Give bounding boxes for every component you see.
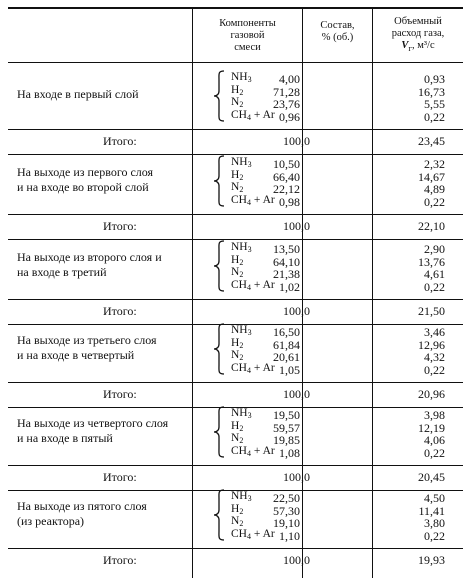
composition-value: 13,50 [273, 242, 300, 256]
flow-value: 13,76 [418, 254, 445, 269]
flow-value: 0,22 [424, 279, 445, 294]
component-symbol: H [231, 419, 240, 432]
flow-value: 4,32 [424, 350, 445, 365]
composition-value: 61,84 [273, 337, 300, 352]
component-symbol: H [231, 83, 240, 96]
component-subscript: 4 [246, 531, 251, 541]
stage-label-line: На входе в первый слой [17, 87, 139, 101]
composition-value: 71,28 [273, 84, 300, 99]
stage-label-line: На выходе из второго слоя и [17, 250, 162, 264]
flow-value: 14,67 [418, 169, 445, 184]
component-name [231, 72, 252, 84]
stage-label-line: На выходе из пятого слоя [17, 499, 147, 513]
component-symbol: H [231, 502, 240, 515]
component-suffix: + Ar [250, 444, 275, 457]
stage-label-line: На выходе из третьего слоя [17, 333, 157, 347]
component-subscript: 3 [247, 411, 252, 420]
total-label: Итого: [103, 553, 137, 567]
composition-value: 19,85 [273, 433, 300, 448]
rule-above-total [8, 214, 463, 215]
total-composition: 100,0 [283, 553, 310, 567]
left-brace-icon [213, 155, 225, 207]
stage-label [17, 333, 192, 363]
component-symbol: CH [231, 361, 247, 374]
component-name [231, 110, 275, 122]
header-composition-line-1: Состав, [320, 20, 355, 31]
component-name [231, 255, 243, 267]
component-subscript: 4 [246, 448, 251, 458]
stage-label [17, 416, 192, 446]
component-name [231, 433, 243, 445]
flow-value: 4,61 [424, 267, 445, 282]
component-subscript: 2 [239, 87, 244, 97]
component-name [231, 325, 252, 337]
component-symbol: H [231, 253, 240, 266]
component-suffix: + Ar [250, 361, 275, 374]
flow-value: 0,22 [424, 445, 445, 460]
component-subscript: 3 [247, 245, 252, 254]
composition-value: 20,61 [273, 350, 300, 365]
component-suffix: + Ar [250, 193, 275, 206]
component-subscript: 2 [239, 100, 244, 110]
component-name [231, 491, 252, 503]
component-symbol: N [231, 432, 240, 445]
component-name [231, 529, 275, 541]
component-symbol: N [231, 349, 240, 362]
stage-label [17, 87, 192, 102]
header-flow-line-2: расход газа, [391, 28, 445, 40]
component-symbol: NH [231, 407, 248, 419]
component-symbol: NH [231, 490, 248, 502]
rule-above-total [8, 548, 463, 549]
column-divider-components [192, 7, 193, 578]
component-subscript: 3 [247, 494, 252, 503]
component-symbol: H [231, 168, 240, 181]
total-label: Итого: [103, 470, 137, 484]
composition-value: 22,50 [273, 491, 300, 505]
stage-label [17, 165, 192, 195]
header-components-line-1: Компоненты [219, 18, 276, 29]
total-flow: 19,93 [418, 553, 445, 567]
header-components-line-3: смеси [234, 42, 261, 54]
left-brace-icon [213, 489, 225, 541]
flow-value: 12,96 [418, 337, 445, 352]
component-symbol: NH [231, 156, 248, 168]
composition-value: 16,50 [273, 325, 300, 339]
flow-value: 2,32 [424, 157, 445, 171]
component-symbol: N [231, 266, 240, 279]
component-symbol: NH [231, 241, 248, 253]
flow-value: 0,93 [424, 72, 445, 86]
component-name [231, 242, 252, 254]
stage-label [17, 250, 192, 280]
flow-value: 4,50 [424, 491, 445, 505]
stage-label-line: На выходе из первого слоя [17, 165, 154, 179]
composition-value: 10,50 [273, 157, 300, 171]
composition-value: 19,50 [273, 408, 300, 422]
component-subscript: 2 [239, 519, 244, 529]
flow-value: 3,46 [424, 325, 445, 339]
component-symbol: CH [231, 193, 247, 206]
flow-value: 0,22 [424, 528, 445, 543]
stage-label-line: На выходе из четвертого слоя [17, 416, 169, 430]
composition-value: 0,96 [279, 109, 300, 124]
flow-value: 4,89 [424, 182, 445, 197]
composition-value: 4,00 [279, 72, 300, 86]
component-subscript: 4 [246, 282, 251, 292]
component-symbol: NH [231, 324, 248, 336]
component-name [231, 170, 243, 182]
total-label: Итого: [103, 219, 137, 233]
component-subscript: 2 [239, 172, 244, 182]
header-components-line-2: газовой [230, 30, 265, 42]
left-brace-icon [213, 70, 225, 122]
component-subscript: 4 [246, 365, 251, 375]
total-composition: 100,0 [283, 470, 310, 484]
rule-above-total [8, 382, 463, 383]
flow-value: 3,80 [424, 516, 445, 531]
component-name [231, 516, 243, 528]
component-name [231, 363, 275, 375]
total-flow: 21,50 [418, 304, 445, 318]
component-name [231, 195, 275, 207]
rule-below-total [8, 239, 463, 240]
composition-value: 64,10 [273, 254, 300, 269]
component-name [231, 97, 243, 109]
component-name [231, 350, 243, 362]
stage-label-line: и на входе в четвертый [17, 348, 135, 362]
flow-value: 3,98 [424, 408, 445, 422]
component-subscript: 2 [239, 423, 244, 433]
column-divider-composition [302, 7, 303, 578]
composition-value: 59,57 [273, 420, 300, 435]
composition-value: 1,05 [279, 362, 300, 377]
component-subscript: 2 [239, 270, 244, 280]
total-flow: 20,45 [418, 470, 445, 484]
component-suffix: + Ar [250, 278, 275, 291]
component-symbol: CH [231, 108, 247, 121]
component-suffix: + Ar [250, 527, 275, 540]
component-name [231, 267, 243, 279]
flow-symbol: V [401, 40, 409, 52]
header-components [193, 18, 302, 54]
component-name [231, 338, 243, 350]
component-symbol: H [231, 336, 240, 349]
flow-unit: , м³/с [411, 40, 435, 52]
composition-value: 1,08 [279, 445, 300, 460]
total-composition: 100,0 [283, 304, 310, 318]
flow-value: 2,90 [424, 242, 445, 256]
component-suffix: + Ar [250, 108, 275, 121]
component-symbol: CH [231, 444, 247, 457]
component-symbol: NH [231, 71, 248, 83]
rule-below-total [8, 154, 463, 155]
stage-label [17, 499, 192, 529]
component-symbol: CH [231, 527, 247, 540]
component-subscript: 2 [239, 436, 244, 446]
stage-label-line: (из реактора) [17, 514, 85, 528]
component-name [231, 421, 243, 433]
table-top-rule [8, 7, 463, 9]
component-symbol: N [231, 515, 240, 528]
component-symbol: CH [231, 278, 247, 291]
component-name [231, 408, 252, 420]
header-composition [303, 20, 372, 44]
header-flow [373, 16, 463, 53]
total-flow: 20,96 [418, 387, 445, 401]
total-composition: 100,0 [283, 219, 310, 233]
column-divider-flow [372, 7, 373, 578]
component-name [231, 280, 275, 292]
component-subscript: 2 [239, 185, 244, 195]
component-subscript: 4 [246, 197, 251, 207]
component-name [231, 157, 252, 169]
flow-value: 16,73 [418, 84, 445, 99]
flow-value: 0,22 [424, 194, 445, 209]
composition-value: 66,40 [273, 169, 300, 184]
flow-value: 4,06 [424, 433, 445, 448]
total-composition: 100,0 [283, 134, 310, 148]
component-symbol: N [231, 96, 240, 109]
total-label: Итого: [103, 304, 137, 318]
composition-value: 21,38 [273, 267, 300, 282]
component-subscript: 3 [247, 328, 252, 337]
flow-value: 12,19 [418, 420, 445, 435]
header-flow-line-1: Объемный [394, 16, 442, 27]
header-composition-line-2: % (об.) [321, 32, 354, 44]
rule-above-total [8, 299, 463, 300]
left-brace-icon [213, 406, 225, 458]
rule-above-total [8, 129, 463, 130]
stage-label-line: и на входе во второй слой [17, 180, 149, 194]
component-subscript: 2 [239, 506, 244, 516]
flow-value: 11,41 [418, 503, 445, 518]
component-name [231, 504, 243, 516]
stage-label-line: и на входе в пятый [17, 431, 113, 445]
flow-value: 0,22 [424, 109, 445, 124]
total-label: Итого: [103, 387, 137, 401]
component-subscript: 2 [239, 257, 244, 267]
flow-value: 5,55 [424, 97, 445, 112]
total-composition: 100,0 [283, 387, 310, 401]
total-flow: 22,10 [418, 219, 445, 233]
component-subscript: 3 [247, 75, 252, 84]
stage-label-line: на входе в третий [17, 265, 107, 279]
component-symbol: N [231, 181, 240, 194]
composition-value: 22,12 [273, 182, 300, 197]
component-name [231, 85, 243, 97]
composition-value: 1,02 [279, 279, 300, 294]
component-subscript: 2 [239, 353, 244, 363]
left-brace-icon [213, 323, 225, 375]
composition-value: 19,10 [273, 516, 300, 531]
rule-above-total [8, 465, 463, 466]
composition-value: 1,10 [279, 528, 300, 543]
component-subscript: 2 [239, 340, 244, 350]
header-flow-unit [401, 40, 435, 54]
composition-value: 23,76 [273, 97, 300, 112]
left-brace-icon [213, 240, 225, 292]
header-bottom-rule [8, 62, 463, 63]
flow-symbol-sub: г [408, 43, 412, 54]
component-name [231, 446, 275, 458]
composition-value: 0,98 [279, 194, 300, 209]
total-label: Итого: [103, 134, 137, 148]
component-name [231, 182, 243, 194]
component-subscript: 4 [246, 112, 251, 122]
flow-value: 0,22 [424, 362, 445, 377]
component-subscript: 3 [247, 160, 252, 169]
total-flow: 23,45 [418, 134, 445, 148]
composition-value: 57,30 [273, 503, 300, 518]
